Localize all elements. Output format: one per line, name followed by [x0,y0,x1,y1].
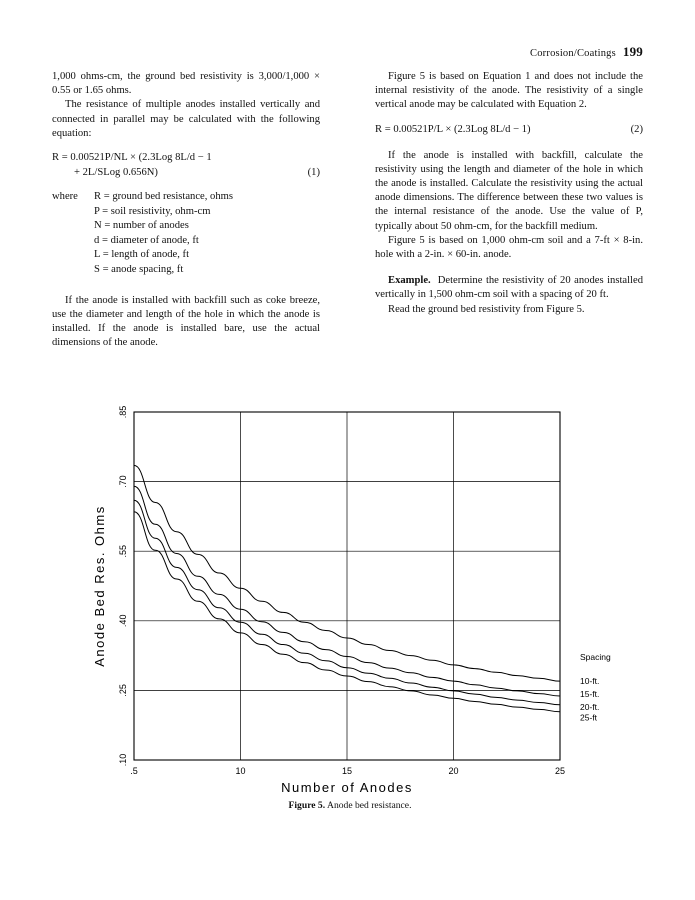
y-tick-label: .70 [118,475,128,488]
left-paragraph-2: The resistance of multiple anodes installed vertically and connected in parallel may be calculated with the following equation: [52,99,320,139]
equation-2 [375,122,643,137]
where-item-2: N = number of anodes [94,220,189,232]
left-column [52,70,320,350]
figure-caption-label: Figure 5. [288,800,326,811]
where-row [52,205,320,220]
left-paragraph-1: 1,000 ohms-cm, the ground bed resistivity is 3,000/1,000 × 0.55 or 1.65 ohms. [52,71,320,97]
right-column [375,70,643,317]
right-paragraph-4: Read the ground bed resistivity from Figure 5. [388,303,585,315]
y-axis-title: Anode Bed Res. Ohms [92,505,107,667]
right-paragraph-1: Figure 5 is based on Equation 1 and does not include the internal resistivity of the anode. The resistivity of a single vertical anode may be calculated with Equation 2. [375,71,643,111]
where-row [52,190,320,205]
example-label: Example. [388,275,431,287]
where-item-3: d = diameter of anode, ft [94,234,199,246]
equation-2-number: (2) [630,123,643,135]
x-axis-title: Number of Anodes [281,780,413,793]
where-row [52,234,320,249]
x-tick-label: 25 [554,766,566,776]
where-row [52,219,320,234]
where-row [52,248,320,263]
x-tick-label: .5 [130,766,138,776]
equation-1-number: (1) [307,167,320,179]
equation-2-text: R = 0.00521P/L × (2.3Log 8L/d − 1) [375,123,531,135]
where-label: where [52,191,78,203]
legend-item-20-ft-: 20-ft. [580,701,600,712]
y-tick-label: .25 [118,684,128,697]
header-section-title: Corrosion/Coatings [530,48,616,59]
y-tick-label: .55 [118,544,128,558]
equation-1 [52,150,320,180]
legend-item-10-ft-: 10-ft. [580,676,600,687]
legend-item-15-ft-: 15-ft. [580,688,600,699]
example-text: Determine the resistivity of 20 anodes installed vertically in 1,500 ohm-cm soil with a spacing of 20 ft. [375,275,644,301]
where-definitions [52,190,320,278]
left-paragraph-3: If the anode is installed with backfill such as coke breeze, use the diameter and length of the hole in which the anode is installed. If the anode is installed bare, use the actual dimensions of the anode. [52,294,320,349]
right-paragraph-3: Figure 5 is based on 1,000 ohm-cm soil and a 7-ft × 8-in. hole with a 2-in. × 60-in. anode. [375,234,643,261]
right-paragraph-2: If the anode is installed with backfill, calculate the resistivity using the length and diameter of the hole in which the anode is installed. Calculate the resistivity using the actual anode dimensions. The difference between these two values is the internal resistance of the anode. Use the value of P, typically about 50 ohm-cm, for the backfill medium. [375,149,643,232]
x-tick-label: 20 [448,766,459,776]
x-tick-label: 15 [341,766,353,776]
equation-1-line-2: + 2L/SLog 0.656N) [74,167,158,179]
equation-1-line-1: R = 0.00521P/NL × (2.3Log 8L/d − 1 [52,152,212,164]
example-paragraph [375,274,643,302]
y-tick-label: .85 [118,405,128,419]
y-tick-label: .10 [118,753,128,767]
legend-item-25-ft: 25-ft [580,712,598,723]
figure-caption [52,800,648,811]
where-item-1: P = soil resistivity, ohm-cm [94,205,211,217]
figure-caption-text: Anode bed resistance. [327,800,412,811]
where-item-5: S = anode spacing, ft [94,263,184,275]
where-item-0: R = ground bed resistance, ohms [94,191,233,203]
figure-5 [52,388,648,828]
page-header [530,44,643,60]
where-item-4: L = length of anode, ft [94,249,190,261]
where-row [52,263,320,278]
legend-title: Spacing [580,652,611,662]
header-page-number: 199 [622,44,643,59]
anode-bed-resistance-chart [52,388,648,793]
x-tick-label: 10 [235,766,246,776]
y-tick-label: .40 [118,614,128,628]
